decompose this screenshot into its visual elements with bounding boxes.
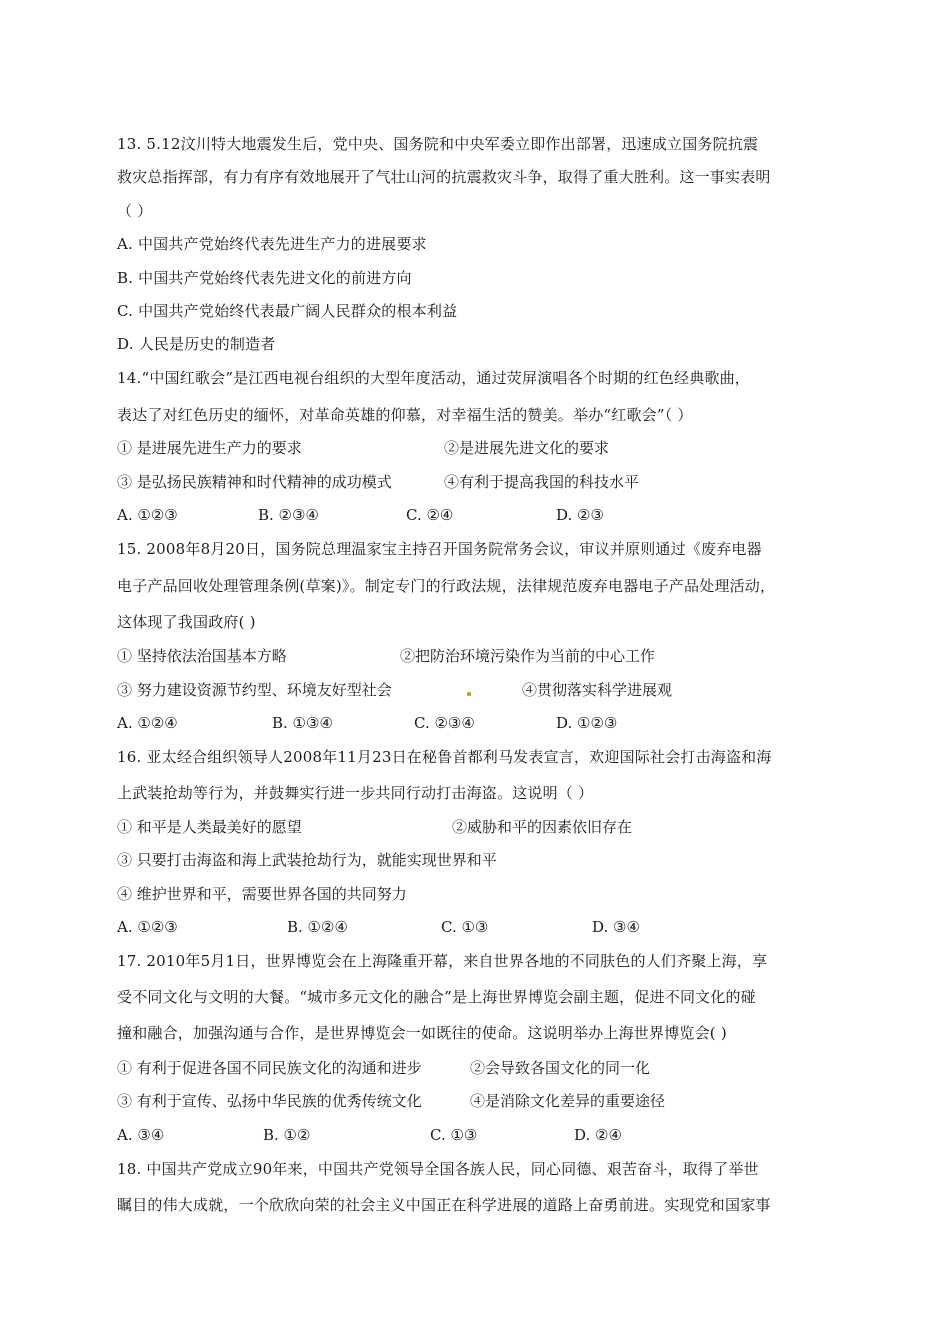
q16-line2: 上武装抢劫等行为，并鼓舞实行进一步共同行动打击海盗。这说明（ ）: [117, 784, 594, 802]
q14-item-2: ②是进展先进文化的要求: [444, 439, 610, 457]
q13-option-d: D. 人民是历史的制造者: [117, 335, 276, 353]
q15-line2: 电子产品回收处理管理条例(草案)》。制定专门的行政法规，法律规范废弃电器电子产品处理活动，: [117, 577, 776, 595]
q17-item-1: ① 有利于促进各国不同民族文化的沟通和进步: [117, 1059, 422, 1077]
q14-option-b: B. ②③④: [258, 506, 319, 524]
q16-option-c: C. ①③: [441, 918, 489, 936]
q17-item-2: ②会导致各国文化的同一化: [470, 1059, 651, 1077]
q15-option-d: D. ①②③: [556, 714, 618, 732]
q15-item-2: ②把防治环境污染作为当前的中心工作: [400, 647, 656, 665]
q13-line1: 13. 5.12汶川特大地震发生后，党中央、国务院和中央军委立即作出部署，迅速成立国务院抗震: [117, 135, 759, 153]
q15-option-a: A. ①②④: [117, 714, 178, 732]
q14-line2: 表达了对红色历史的缅怀，对革命英雄的仰慕，对幸福生活的赞美。举办“红歌会”（ ）: [117, 406, 693, 424]
q17-option-d: D. ②④: [574, 1126, 622, 1144]
q15-option-c: C. ②③④: [414, 714, 475, 732]
q16-option-d: D. ③④: [592, 918, 640, 936]
q17-option-c: C. ①③: [430, 1126, 478, 1144]
q14-item-4: ④有利于提高我国的科技水平: [444, 473, 640, 491]
q15-line1: 15. 2008年8月20日，国务院总理温家宝主持召开国务院常务会议，审议并原则通过《废弃电器: [117, 540, 762, 558]
q15-line3: 这体现了我国政府( ): [117, 613, 256, 631]
q16-item-3: ③ 只要打击海盗和海上武装抢劫行为，就能实现世界和平: [117, 851, 497, 869]
q16-item-2: ②威胁和平的因素依旧存在: [452, 818, 633, 836]
q16-item-4: ④ 维护世界和平，需要世界各国的共同努力: [117, 885, 407, 903]
q14-option-d: D. ②③: [556, 506, 604, 524]
q15-option-b: B. ①③④: [272, 714, 333, 732]
q14-option-a: A. ①②③: [117, 506, 178, 524]
q18-line1: 18. 中国共产党成立90年来，中国共产党领导全国各族人民，同心同德、艰苦奋斗，取得了举世: [117, 1160, 759, 1178]
q17-line1: 17. 2010年5月1日，世界博览会在上海隆重开幕，来自世界各地的不同肤色的人们齐聚上海，享: [117, 952, 768, 970]
q13-option-c: C. 中国共产党始终代表最广阔人民群众的根本利益: [117, 302, 458, 320]
q15-item-3: ③ 努力建设资源节约型、环境友好型社会: [117, 681, 392, 699]
q15-item-4: ④贯彻落实科学进展观: [522, 681, 673, 699]
q14-option-c: C. ②④: [406, 506, 454, 524]
q13-line3: （ ）: [117, 202, 153, 220]
q18-line2: 瞩目的伟大成就，一个欣欣向荣的社会主义中国正在科学进展的道路上奋勇前进。实现党和国家事: [117, 1196, 771, 1214]
q17-line3: 撞和融合，加强沟通与合作，是世界博览会一如既往的使命。这说明举办上海世界博览会( ): [117, 1024, 727, 1042]
q16-option-b: B. ①②④: [287, 918, 348, 936]
q13-line2: 救灾总指挥部，有力有序有效地展开了气壮山河的抗震救灾斗争，取得了重大胜利。这一事实表明: [117, 168, 771, 186]
q17-option-a: A. ③④: [117, 1126, 165, 1144]
q13-option-a: A. 中国共产党始终代表先进生产力的进展要求: [117, 235, 427, 253]
q16-line1: 16. 亚太经合组织领导人2008年11月23日在秘鲁首都利马发表宣言，欢迎国际社会打击海盗和海: [117, 748, 772, 766]
q17-item-4: ④是消除文化差异的重要途径: [470, 1092, 666, 1110]
q14-item-1: ① 是进展先进生产力的要求: [117, 439, 302, 457]
q13-option-b: B. 中国共产党始终代表先进文化的前进方向: [117, 269, 412, 287]
stray-mark: [467, 692, 471, 696]
q16-item-1: ① 和平是人类最美好的愿望: [117, 818, 302, 836]
q17-item-3: ③ 有利于宣传、弘扬中华民族的优秀传统文化: [117, 1092, 422, 1110]
q17-option-b: B. ①②: [263, 1126, 311, 1144]
q14-item-3: ③ 是弘扬民族精神和时代精神的成功模式: [117, 473, 392, 491]
q15-item-1: ① 坚持依法治国基本方略: [117, 647, 287, 665]
q14-line1: 14.“中国红歌会”是江西电视台组织的大型年度活动，通过荧屏演唱各个时期的红色经典歌曲，: [117, 369, 750, 387]
q17-line2: 受不同文化与文明的大餐。“城市多元文化的融合”是上海世界博览会副主题，促进不同文化的碰: [117, 988, 756, 1006]
q16-option-a: A. ①②③: [117, 918, 178, 936]
